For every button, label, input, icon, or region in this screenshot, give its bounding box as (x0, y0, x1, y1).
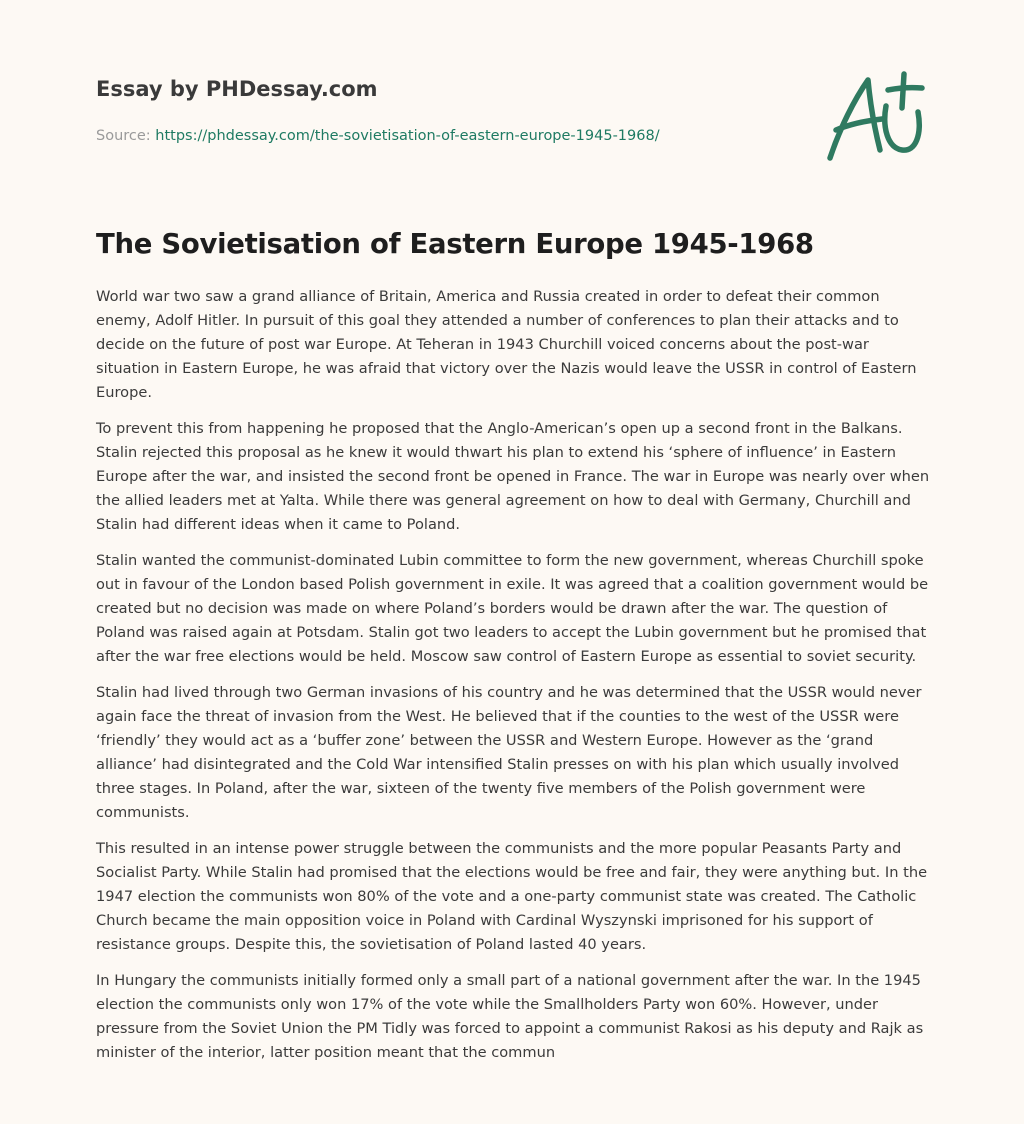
article-title: The Sovietisation of Eastern Europe 1945-1968 (96, 228, 814, 260)
brand-title: Essay by PHDessay.com (96, 77, 378, 101)
paragraph: Stalin had lived through two German invasions of his country and he was determined that the USSR would never again face the threat of invasion from the West. He believed that if the counties to the west of the USSR were ‘friendly’ they would act as a ‘buffer zone’ between the USSR and Western Europe. However as the ‘grand alliance’ had disintegrated and the Cold War intensified Stalin presses on with his plan which usually involved three stages. In Poland, after the war, sixteen of the twenty five members of the Polish government were communists. (96, 684, 922, 821)
article-body (96, 285, 932, 1077)
paragraph: This resulted in an intense power struggle between the communists and the more popular Peasants Party and Socialist Party. While Stalin had promised that the elections would be free and fair, they were anything but. In the 1947 election the communists won 80% of the vote and a one-party communist state was created. The Catholic Church became the main opposition voice in Poland with Cardinal Wyszynski imprisoned for his support of resistance groups. Despite this, the sovietisation of Poland lasted 40 years. (96, 840, 928, 953)
source-label: Source: (96, 128, 156, 144)
paragraph: Stalin wanted the communist-dominated Lubin committee to form the new government, whereas Churchill spoke out in favour of the London based Polish government in exile. It was agreed that a coalition government would be created but no decision was made on where Poland’s borders would be drawn after the war. The question of Poland was raised again at Potsdam. Stalin got two leaders to accept the Lubin government but he promised that after the war free elections would be held. Moscow saw control of Eastern Europe as essential to soviet security. (96, 552, 929, 665)
source-line (96, 126, 796, 146)
source-link[interactable]: https://phdessay.com/the-sovietisation-of-eastern-europe-1945-1968/ (155, 128, 660, 144)
paragraph: In Hungary the communists initially formed only a small part of a national government after the war. In the 1945 election the communists only won 17% of the vote while the Smallholders Party won 60%. However, under pressure from the Soviet Union the PM Tidly was forced to appoint a communist Rakosi as his deputy and Rajk as minister of the interior, latter position meant that the commun (96, 972, 924, 1061)
site-header (96, 74, 796, 146)
a-plus-logo-icon (818, 64, 930, 168)
paragraph: World war two saw a grand alliance of Britain, America and Russia created in order to defeat their common enemy, Adolf Hitler. In pursuit of this goal they attended a number of conferences to plan their attacks and to decide on the future of post war Europe. At Teheran in 1943 Churchill voiced concerns about the post-war situation in Eastern Europe, he was afraid that victory over the Nazis would leave the USSR in control of Eastern Europe. (96, 288, 917, 401)
paragraph: To prevent this from happening he proposed that the Anglo-American’s open up a second front in the Balkans. Stalin rejected this proposal as he knew it would thwart his plan to extend his ‘sphere of influence’ in Eastern Europe after the war, and insisted the second front be opened in France. The war in Europe was nearly over when the allied leaders met at Yalta. While there was general agreement on how to deal with Germany, Churchill and Stalin had different ideas when it came to Poland. (96, 420, 930, 533)
